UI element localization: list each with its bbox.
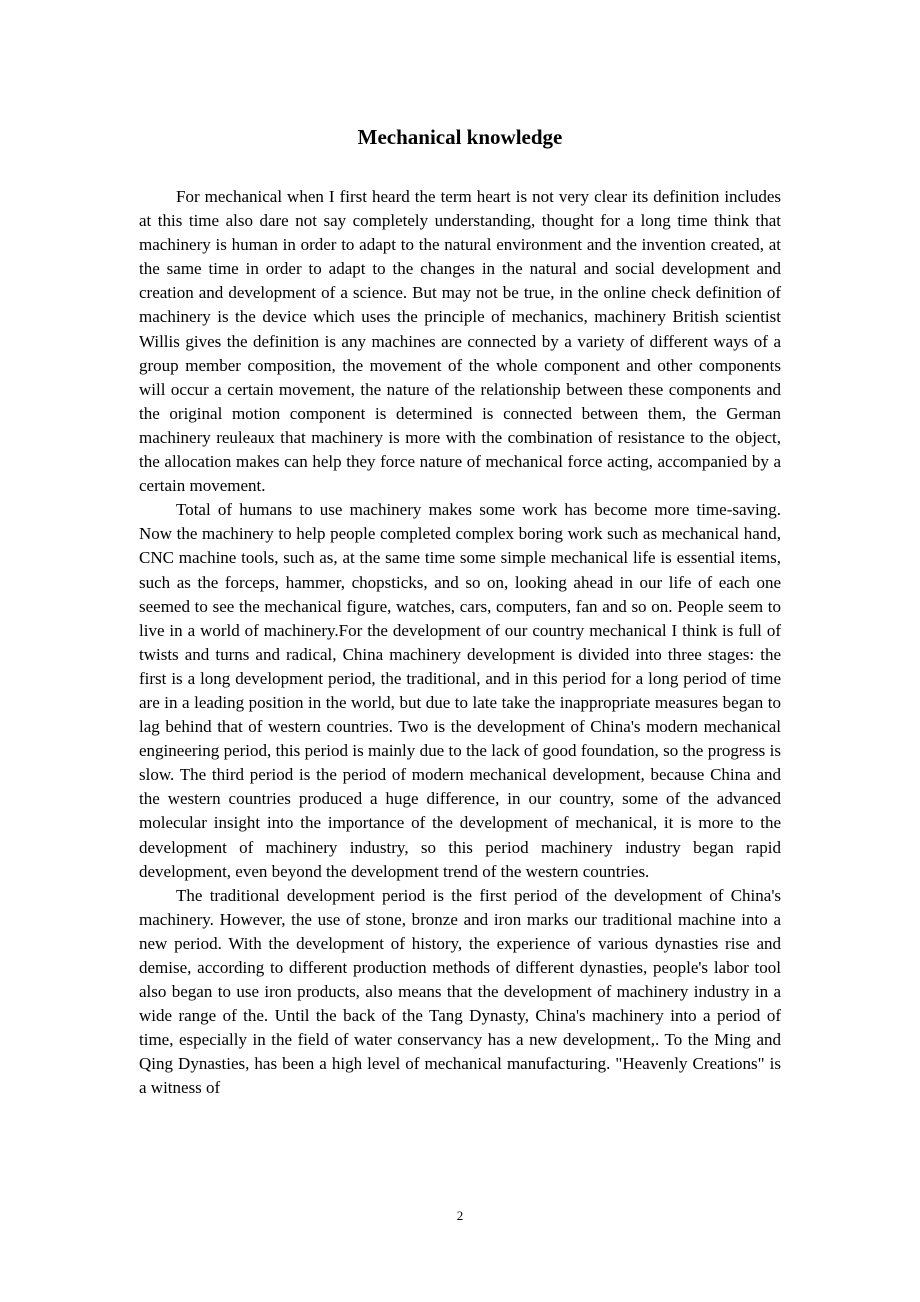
document-body	[139, 185, 781, 1101]
paragraph-3: The traditional development period is the first period of the development of China's machinery. However, the use of stone, bronze and iron marks our traditional machine into a new period. With the development of history, the experience of various dynasties rise and demise, according to different production methods of different dynasties, people's labor tool also began to use iron products, also means that the development of machinery industry in a wide range of the. Until the back of the Tang Dynasty, China's machinery into a period of time, especially in the field of water conservancy has a new development,. To the Ming and Qing Dynasties, has been a high level of mechanical manufacturing. "Heavenly Creations" is a witness of	[139, 885, 781, 1098]
document-title: Mechanical knowledge	[357, 125, 563, 149]
paragraph-1: For mechanical when I first heard the term heart is not very clear its definition includes at this time also dare not say completely understanding, thought for a long time think that machinery is human in order to adapt to the natural environment and the invention created, at the same time in order to adapt to the changes in the natural and social development and creation and development of a science. But may not be true, in the online check definition of machinery is the device which uses the principle of mechanics, machinery British scientist Willis gives the definition is any machines are connected by a variety of different ways of a group member composition, the movement of the whole component and other components will occur a certain movement, the nature of the relationship between these components and the original motion component is determined is connected between them, the German machinery reuleaux that machinery is more with the combination of resistance to the object, the allocation makes can help they force nature of mechanical force acting, accompanied by a certain movement.	[139, 187, 781, 496]
paragraph-2: Total of humans to use machinery makes some work has become more time-saving. Now the machinery to help people completed complex boring work such as mechanical hand, CNC machine tools, such as, at the same time some simple mechanical life is essential items, such as the forceps, hammer, chopsticks, and so on, looking ahead in our life of each one seemed to see the mechanical figure, watches, cars, computers, fan and so on. People seem to live in a world of machinery.For the development of our country mechanical I think is full of twists and turns and radical, China machinery development is divided into three stages: the first is a long development period, the traditional, and in this period for a long period of time are in a leading position in the world, but due to late take the inappropriate measures began to lag behind that of western countries. Two is the development of China's modern mechanical engineering period, this period is mainly due to the lack of good foundation, so the progress is slow. The third period is the period of modern mechanical development, because China and the western countries produced a huge difference, in our country, some of the advanced molecular insight into the importance of the development of mechanical, it is more to the development of machinery industry, so this period machinery industry began rapid development, even beyond the development trend of the western countries.	[139, 500, 781, 881]
page-number: 2	[456, 1208, 464, 1223]
